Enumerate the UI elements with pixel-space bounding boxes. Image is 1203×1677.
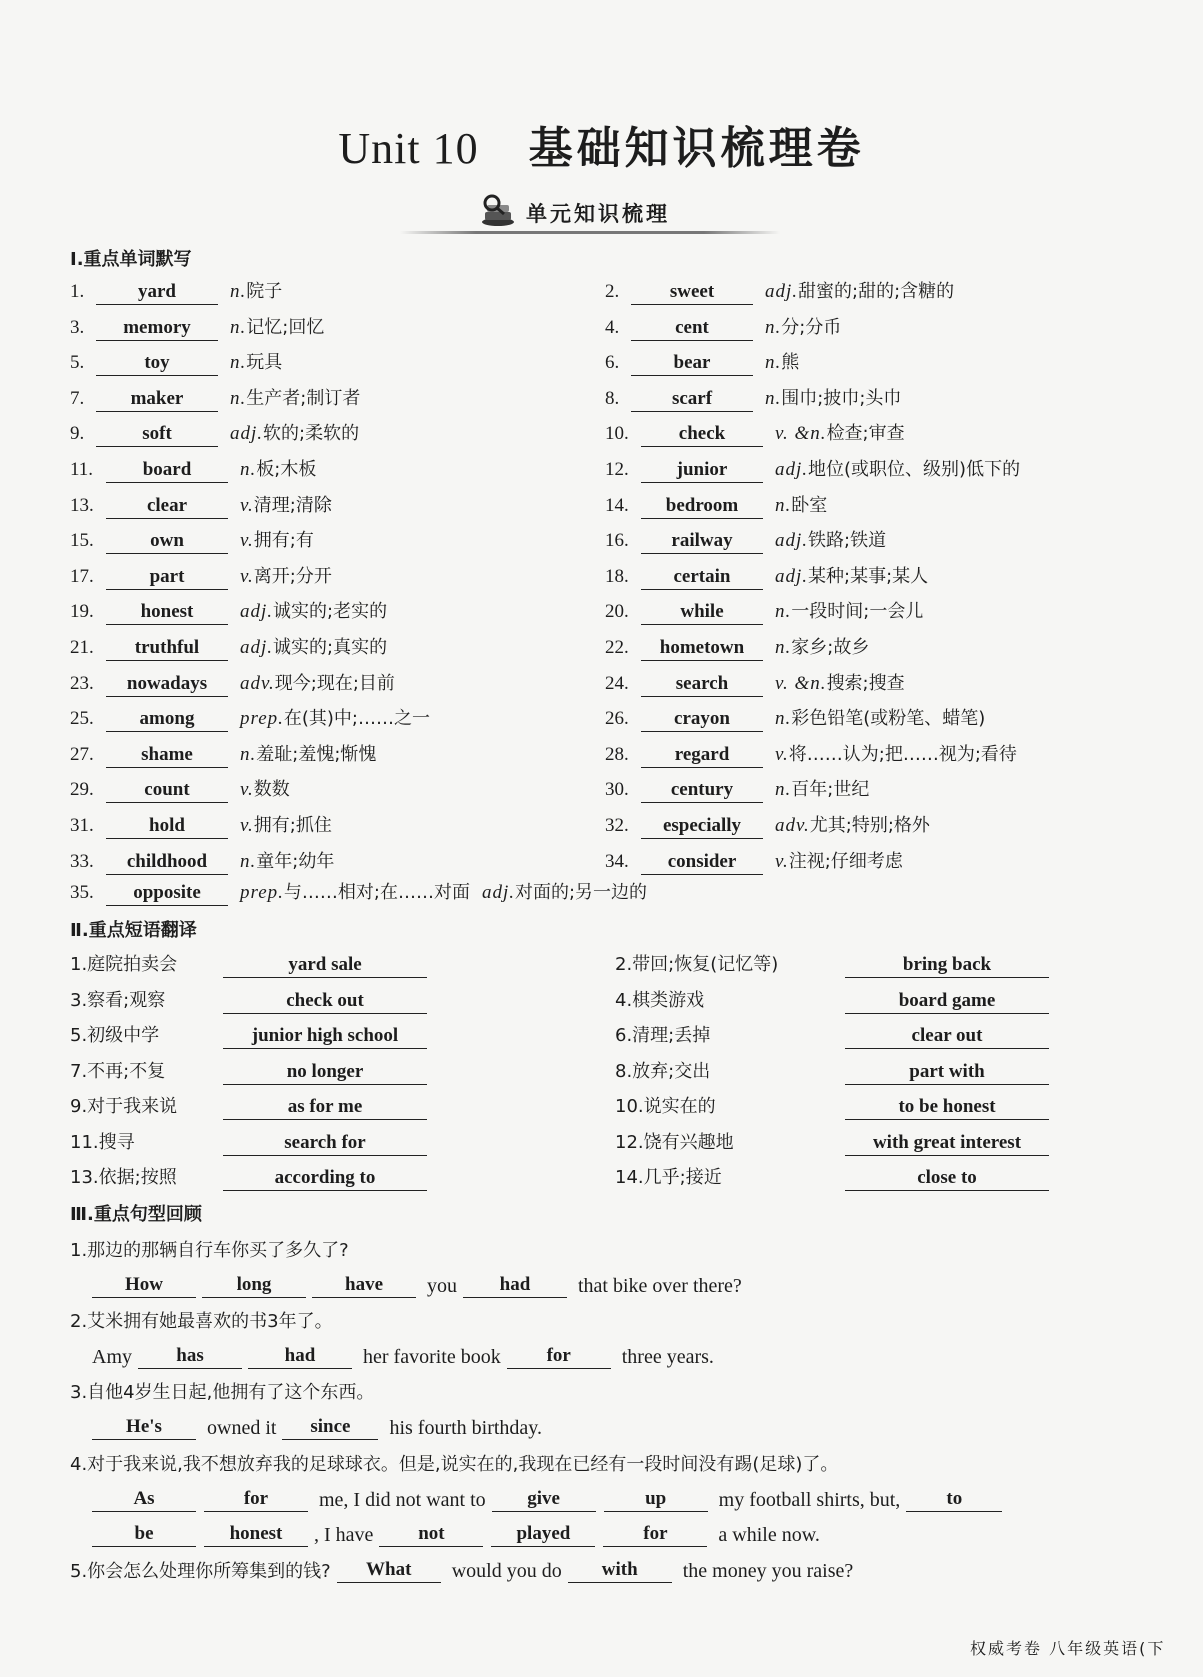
answer-blank: nowadays: [106, 671, 228, 697]
answer-blank: part: [106, 564, 228, 590]
meaning: 地位(或职位、级别)低下的: [808, 459, 1021, 480]
answer-blank: according to: [223, 1165, 427, 1191]
answer-blank: toy: [96, 350, 218, 376]
meaning: 甜蜜的;甜的;含糖的: [798, 281, 955, 302]
item-number: 11.: [70, 459, 94, 480]
answer-blank: with: [568, 1557, 672, 1583]
item-number: 5.: [70, 352, 85, 374]
answer-blank: childhood: [106, 849, 228, 875]
phrase-item: [70, 1130, 427, 1156]
sentence-prompt: 1.那边的那辆自行车你买了多久了?: [70, 1240, 349, 1261]
meaning: 院子: [246, 281, 283, 302]
phrase-prompt: 5.初级中学: [70, 1025, 160, 1046]
phrase-item: [615, 952, 1049, 978]
vocab-item: [70, 671, 395, 697]
part-of-speech: adj.: [775, 530, 809, 552]
part-of-speech: v.: [240, 779, 254, 801]
vocab-item: [605, 813, 930, 839]
part-of-speech: adv.: [240, 672, 275, 694]
phrase-prompt: 8.放弃;交出: [615, 1060, 711, 1082]
answer-blank: soft: [96, 421, 218, 447]
sentence-prompt: 2.艾米拥有她最喜欢的书3年了。: [70, 1311, 333, 1332]
answer-blank: honest: [204, 1521, 308, 1547]
phrase-prompt: 10.说实在的: [615, 1096, 716, 1117]
vocab-item: [70, 706, 430, 732]
answer-blank: How: [92, 1272, 196, 1298]
meaning: 彩色铅笔(或粉笔、蜡笔): [791, 708, 986, 730]
answer-blank: bear: [631, 350, 753, 376]
item-number: 33.: [70, 850, 94, 872]
item-number: 26.: [605, 708, 629, 730]
answer-blank: hold: [106, 813, 228, 839]
meaning: 与……相对;在……对面: [283, 882, 470, 903]
answer-blank: junior: [641, 457, 763, 483]
answer-blank: yard sale: [223, 952, 427, 978]
phrase-item: [615, 1165, 1049, 1191]
item-number: 18.: [605, 565, 629, 587]
phrase-item: [70, 988, 427, 1014]
vocab-item: [605, 457, 1020, 483]
answer-blank: consider: [641, 849, 763, 875]
answer-blank: to be honest: [845, 1094, 1049, 1120]
vocab-item: [605, 635, 869, 661]
vocab-item: [605, 706, 985, 732]
vocab-item: [605, 421, 905, 447]
meaning: 生产者;制订者: [246, 387, 361, 409]
answer-blank: own: [106, 528, 228, 554]
sentence-answer-line: [70, 1557, 853, 1583]
vocab-item: [70, 386, 360, 412]
meaning: 在(其)中;……之一: [283, 708, 430, 730]
phrase-item: [615, 1023, 1049, 1049]
meaning: 卧室: [791, 494, 828, 516]
item-number: 34.: [605, 850, 629, 872]
item-number: 7.: [70, 387, 85, 409]
vocab-item: [70, 813, 332, 839]
part-of-speech: v. &n.: [775, 672, 827, 694]
vocab-item: [605, 279, 954, 305]
phrase-prompt: 14.几乎;接近: [615, 1167, 722, 1188]
item-number: 8.: [605, 387, 620, 409]
meaning: 搜索;搜查: [826, 672, 905, 694]
answer-blank: check: [641, 421, 763, 447]
answer-blank: count: [106, 777, 228, 803]
vocab-item: [70, 528, 314, 554]
answer-blank: for: [603, 1521, 707, 1547]
meaning: 诚实的;真实的: [273, 637, 388, 658]
sentence-text: a while now.: [718, 1524, 820, 1546]
part-of-speech: adj.: [765, 281, 799, 302]
answer-blank: be: [92, 1521, 196, 1547]
answer-blank: railway: [641, 528, 763, 554]
answer-blank: while: [641, 599, 763, 625]
item-number: 27.: [70, 743, 94, 765]
answer-blank: sweet: [631, 279, 753, 305]
item-number: 35.: [70, 882, 94, 903]
answer-blank: had: [463, 1272, 567, 1298]
answer-blank: clear: [106, 493, 228, 519]
sentence-text: his fourth birthday.: [389, 1417, 543, 1439]
vocab-item: [605, 315, 841, 341]
answer-blank: junior high school: [223, 1023, 427, 1049]
vocab-item: [70, 880, 647, 906]
answer-blank: up: [604, 1486, 708, 1512]
phrase-item: [70, 1059, 427, 1085]
part-of-speech: v.: [240, 565, 254, 587]
vocab-item: [70, 849, 334, 875]
answer-blank: search for: [223, 1130, 427, 1156]
sentence-text: would you do: [451, 1560, 562, 1582]
meaning: 拥有;有: [253, 530, 314, 552]
vocab-item: [605, 849, 903, 875]
answer-blank: scarf: [631, 386, 753, 412]
meaning: 百年;世纪: [791, 779, 870, 801]
part-of-speech: n.: [240, 743, 257, 765]
answer-blank: crayon: [641, 706, 763, 732]
phrase-item: [615, 1094, 1049, 1120]
page-title: [0, 112, 1203, 176]
answer-blank: yard: [96, 279, 218, 305]
answer-blank: for: [507, 1343, 611, 1369]
section2-heading: Ⅱ.重点短语翻译: [70, 920, 197, 941]
item-number: 23.: [70, 672, 94, 694]
part-of-speech: n.: [765, 316, 782, 338]
vocab-item: [605, 350, 799, 376]
sentence-answer-line: [92, 1272, 742, 1298]
answer-blank: honest: [106, 599, 228, 625]
part-of-speech: prep.: [240, 708, 284, 730]
part-of-speech: adj.: [775, 459, 809, 480]
vocab-item: [70, 315, 324, 341]
part-of-speech: v. &n.: [775, 423, 827, 445]
meaning: 清理;清除: [253, 494, 332, 516]
part-of-speech: adj.: [230, 423, 264, 445]
vocab-item: [605, 528, 886, 554]
sentence-prompt: 4.对于我来说,我不想放弃我的足球球衣。但是,说实在的,我现在已经有一段时间没有踢(足球)了。: [70, 1454, 839, 1475]
part-of-speech: n.: [230, 281, 247, 302]
item-number: 16.: [605, 530, 629, 552]
sentence-answer-line: [92, 1414, 542, 1440]
sentence-text: my football shirts, but,: [718, 1489, 901, 1511]
meaning: 诚实的;老实的: [273, 601, 388, 623]
banner-underline: [400, 231, 780, 234]
part-of-speech: adj.: [240, 601, 274, 623]
answer-blank: bedroom: [641, 493, 763, 519]
sentence-answer-line: [92, 1343, 714, 1369]
phrase-item: [70, 1023, 427, 1049]
vocab-item: [605, 386, 901, 412]
phrase-item: [70, 952, 427, 978]
answer-blank: shame: [106, 742, 228, 768]
phrase-prompt: 7.不再;不复: [70, 1060, 166, 1082]
meaning: 软的;柔软的: [263, 423, 360, 445]
answer-blank: among: [106, 706, 228, 732]
part-of-speech: n.: [765, 352, 782, 374]
item-number: 21.: [70, 637, 94, 658]
sentence-text: , I have: [314, 1524, 374, 1546]
meaning: 羞耻;羞愧;惭愧: [256, 743, 377, 765]
item-number: 30.: [605, 779, 629, 801]
answer-blank: truthful: [106, 635, 228, 661]
vocab-item: [70, 599, 387, 625]
meaning-2: 对面的;另一边的: [514, 882, 648, 903]
meaning: 一段时间;一会儿: [791, 601, 924, 623]
vocab-item: [70, 635, 387, 661]
meaning: 童年;幼年: [256, 850, 335, 872]
meaning: 分;分币: [781, 316, 842, 338]
item-number: 6.: [605, 352, 620, 374]
item-number: 17.: [70, 565, 94, 587]
banner-text: 单元知识梳理: [526, 202, 670, 226]
answer-blank: not: [379, 1521, 483, 1547]
vocab-item: [605, 742, 1017, 768]
item-number: 2.: [605, 281, 620, 302]
meaning: 数数: [253, 779, 290, 801]
item-number: 10.: [605, 423, 629, 445]
meaning: 熊: [781, 352, 800, 374]
answer-blank: has: [138, 1343, 242, 1369]
answer-blank: especially: [641, 813, 763, 839]
page-footer: 权威考卷 八年级英语(下: [970, 1639, 1166, 1658]
part-of-speech: n.: [765, 387, 782, 409]
part-of-speech: n.: [775, 708, 792, 730]
item-number: 13.: [70, 494, 94, 516]
vocab-item: [70, 493, 332, 519]
answer-blank: have: [312, 1272, 416, 1298]
vocab-item: [605, 493, 827, 519]
vocab-item: [70, 421, 359, 447]
answer-blank: board game: [845, 988, 1049, 1014]
sentence-text: owned it: [207, 1417, 277, 1439]
answer-blank: memory: [96, 315, 218, 341]
item-number: 4.: [605, 316, 620, 338]
books-icon: [480, 194, 516, 228]
phrase-prompt: 3.察看;观察: [70, 989, 166, 1011]
vocab-item: [605, 777, 869, 803]
part-of-speech: n.: [230, 352, 247, 374]
part-of-speech-2: adj.: [481, 882, 515, 903]
part-of-speech: n.: [240, 459, 257, 480]
meaning: 检查;审查: [826, 423, 905, 445]
section1-heading: Ⅰ.重点单词默写: [70, 249, 192, 270]
vocab-item: [70, 279, 282, 305]
phrase-prompt: 4.棋类游戏: [615, 989, 705, 1011]
sentence-text: the money you raise?: [682, 1560, 854, 1582]
sentence-prompt: 5.你会怎么处理你所筹集到的钱?: [70, 1561, 331, 1582]
sentence-answer-line: [92, 1486, 1002, 1512]
answer-blank: close to: [845, 1165, 1049, 1191]
answer-blank: played: [491, 1521, 595, 1547]
part-of-speech: adv.: [775, 815, 810, 836]
phrase-prompt: 13.依据;按照: [70, 1167, 177, 1188]
answer-blank: check out: [223, 988, 427, 1014]
item-number: 31.: [70, 815, 94, 836]
sentence-text: me, I did not want to: [319, 1489, 486, 1511]
phrase-item: [615, 988, 1049, 1014]
answer-blank: for: [204, 1486, 308, 1512]
meaning: 围巾;披巾;头巾: [781, 387, 902, 409]
answer-blank: As: [92, 1486, 196, 1512]
meaning: 记忆;回忆: [246, 316, 325, 338]
item-number: 1.: [70, 281, 85, 302]
answer-blank: board: [106, 457, 228, 483]
vocab-item: [70, 564, 332, 590]
sentence-prompt: 3.自他4岁生日起,他拥有了这个东西。: [70, 1382, 375, 1403]
part-of-speech: v.: [775, 743, 789, 765]
answer-blank: century: [641, 777, 763, 803]
meaning: 离开;分开: [253, 565, 332, 587]
answer-blank: long: [202, 1272, 306, 1298]
answer-blank: bring back: [845, 952, 1049, 978]
item-number: 3.: [70, 316, 85, 338]
part-of-speech: v.: [240, 815, 254, 836]
phrase-prompt: 1.庭院拍卖会: [70, 954, 178, 975]
part-of-speech: n.: [775, 637, 792, 658]
answer-blank: maker: [96, 386, 218, 412]
item-number: 9.: [70, 423, 85, 445]
item-number: 14.: [605, 494, 629, 516]
sentence-answer-line: [92, 1521, 820, 1547]
part-of-speech: n.: [230, 387, 247, 409]
answer-blank: opposite: [106, 880, 228, 906]
item-number: 29.: [70, 779, 94, 801]
part-of-speech: v.: [240, 530, 254, 552]
answer-blank: had: [248, 1343, 352, 1369]
answer-blank: clear out: [845, 1023, 1049, 1049]
vocab-item: [70, 350, 282, 376]
part-of-speech: v.: [775, 850, 789, 872]
meaning: 尤其;特别;格外: [809, 815, 930, 836]
part-of-speech: n.: [775, 601, 792, 623]
sentence-text: you: [427, 1275, 457, 1297]
answer-blank: give: [492, 1486, 596, 1512]
item-number: 25.: [70, 708, 94, 730]
vocab-item: [70, 777, 290, 803]
phrase-item: [70, 1165, 427, 1191]
item-number: 15.: [70, 530, 94, 552]
sentence-text: her favorite book: [363, 1346, 501, 1368]
answer-blank: no longer: [223, 1059, 427, 1085]
title-chinese: 基础知识梳理卷: [528, 123, 865, 174]
phrase-prompt: 12.饶有兴趣地: [615, 1131, 734, 1153]
part-of-speech: adj.: [240, 637, 274, 658]
phrase-item: [70, 1094, 427, 1120]
answer-blank: search: [641, 671, 763, 697]
phrase-item: [615, 1059, 1049, 1085]
part-of-speech: n.: [230, 316, 247, 338]
phrase-prompt: 6.清理;丢掉: [615, 1025, 711, 1046]
vocab-item: [605, 671, 905, 697]
meaning: 板;木板: [256, 459, 317, 480]
meaning: 某种;某事;某人: [808, 565, 929, 587]
item-number: 24.: [605, 672, 629, 694]
section-banner: [400, 192, 780, 238]
answer-blank: to: [906, 1486, 1002, 1512]
part-of-speech: n.: [775, 779, 792, 801]
part-of-speech: n.: [240, 850, 257, 872]
meaning: 铁路;铁道: [808, 530, 887, 552]
title-unit: Unit 10: [338, 124, 479, 173]
item-number: 32.: [605, 815, 629, 836]
meaning: 现今;现在;目前: [274, 672, 395, 694]
meaning: 家乡;故乡: [791, 637, 870, 658]
item-number: 22.: [605, 637, 629, 658]
vocab-item: [70, 742, 376, 768]
phrase-prompt: 9.对于我来说: [70, 1096, 178, 1117]
answer-blank: regard: [641, 742, 763, 768]
vocab-item: [605, 564, 928, 590]
vocab-item: [605, 599, 923, 625]
meaning: 拥有;抓住: [253, 815, 332, 836]
part-of-speech: adj.: [775, 565, 809, 587]
answer-blank: since: [282, 1414, 378, 1440]
section3-heading: Ⅲ.重点句型回顾: [70, 1204, 202, 1225]
item-number: 19.: [70, 601, 94, 623]
sentence-text: that bike over there?: [578, 1275, 742, 1297]
meaning: 玩具: [246, 352, 283, 374]
item-number: 20.: [605, 601, 629, 623]
answer-blank: He's: [92, 1414, 196, 1440]
meaning: 将……认为;把……视为;看待: [788, 743, 1017, 765]
item-number: 28.: [605, 743, 629, 765]
part-of-speech: n.: [775, 494, 792, 516]
phrase-prompt: 11.搜寻: [70, 1131, 135, 1153]
part-of-speech: prep.: [240, 882, 284, 903]
answer-blank: part with: [845, 1059, 1049, 1085]
phrase-item: [615, 1130, 1049, 1156]
meaning: 注视;仔细考虑: [788, 850, 903, 872]
item-number: 12.: [605, 459, 629, 480]
phrase-prompt: 2.带回;恢复(记忆等): [615, 954, 779, 975]
part-of-speech: v.: [240, 494, 254, 516]
sentence-text: three years.: [621, 1346, 714, 1368]
answer-blank: certain: [641, 564, 763, 590]
answer-blank: cent: [631, 315, 753, 341]
answer-blank: What: [337, 1557, 441, 1583]
answer-blank: with great interest: [845, 1130, 1049, 1156]
vocab-item: [70, 457, 316, 483]
answer-blank: as for me: [223, 1094, 427, 1120]
sentence-text: Amy: [92, 1346, 132, 1368]
answer-blank: hometown: [641, 635, 763, 661]
